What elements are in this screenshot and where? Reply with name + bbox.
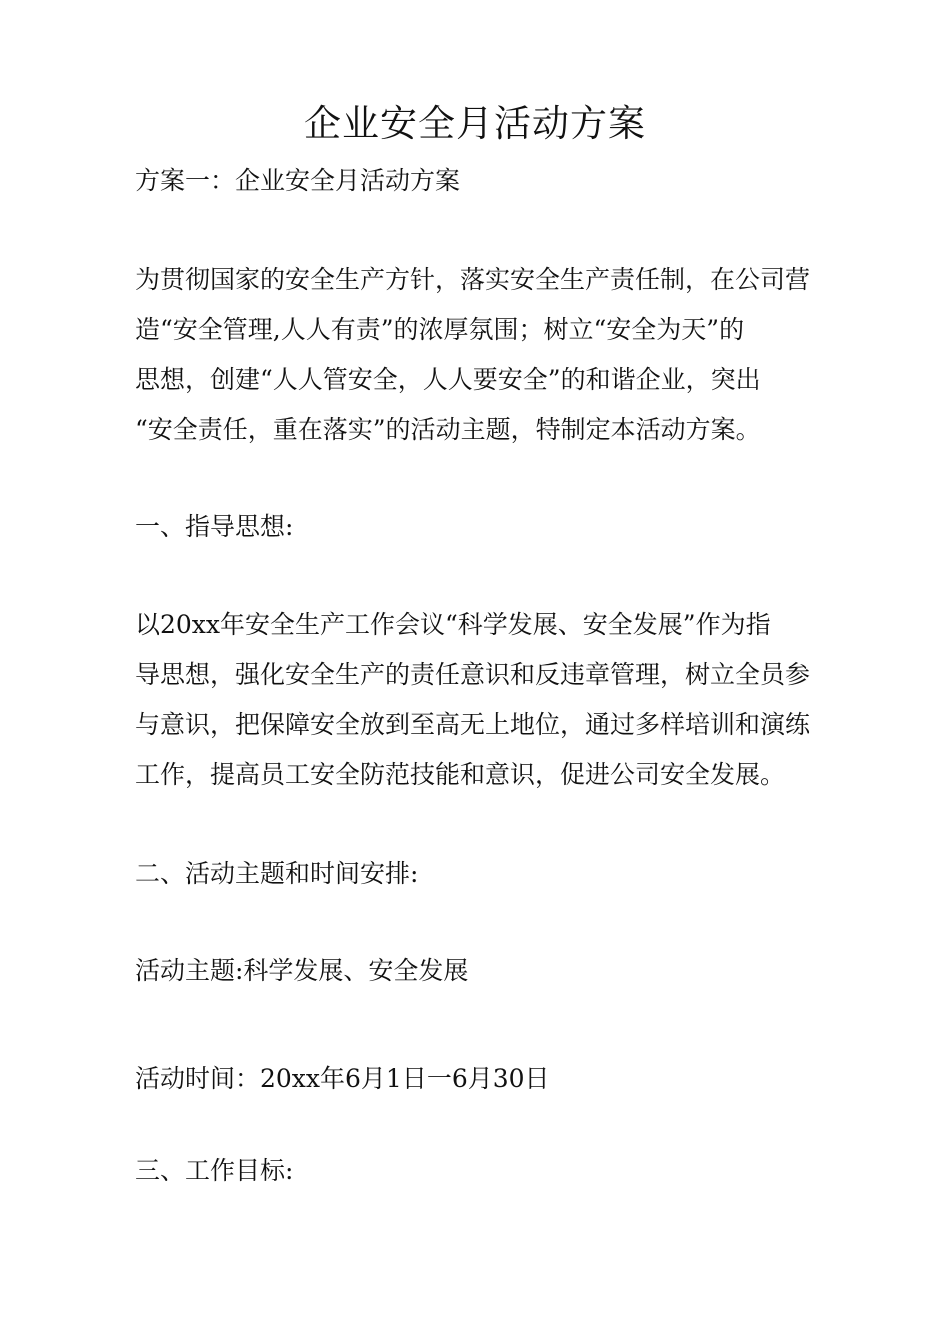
section-heading-guiding-ideology: 一、指导思想:: [135, 512, 294, 541]
section-heading-theme-schedule: 二、活动主题和时间安排:: [135, 859, 419, 888]
intro-line: 为贯彻国家的安全生产方针，落实安全生产责任制，在公司营: [135, 265, 811, 294]
intro-line: 思想，创建“人人管安全，人人要安全”的和谐企业，突出: [135, 365, 761, 394]
section-heading-work-goals: 三、工作目标:: [135, 1156, 294, 1185]
guiding-line: 与意识，把保障安全放到至高无上地位，通过多样培训和演练: [135, 710, 811, 739]
activity-theme-text: 活动主题:科学发展、安全发展: [135, 956, 469, 985]
guiding-ideology-paragraph: [135, 600, 835, 800]
plan-subtitle: 方案一：企业安全月活动方案: [135, 166, 461, 195]
intro-line: 造“安全管理,人人有责”的浓厚氛围；树立“安全为天”的: [135, 315, 745, 344]
guiding-line: 工作，提高员工安全防范技能和意识，促进公司安全发展。: [135, 760, 786, 789]
guiding-line: 导思想，强化安全生产的责任意识和反违章管理，树立全员参: [135, 660, 811, 689]
intro-line: “安全责任，重在落实”的活动主题，特制定本活动方案。: [135, 415, 761, 444]
activity-time-text: 活动时间：20xx年6月1日一6月30日: [135, 1064, 550, 1093]
intro-paragraph: [135, 255, 835, 455]
document-title: 企业安全月活动方案: [304, 102, 646, 145]
guiding-line: 以20xx年安全生产工作会议“科学发展、安全发展”作为指: [135, 610, 771, 639]
